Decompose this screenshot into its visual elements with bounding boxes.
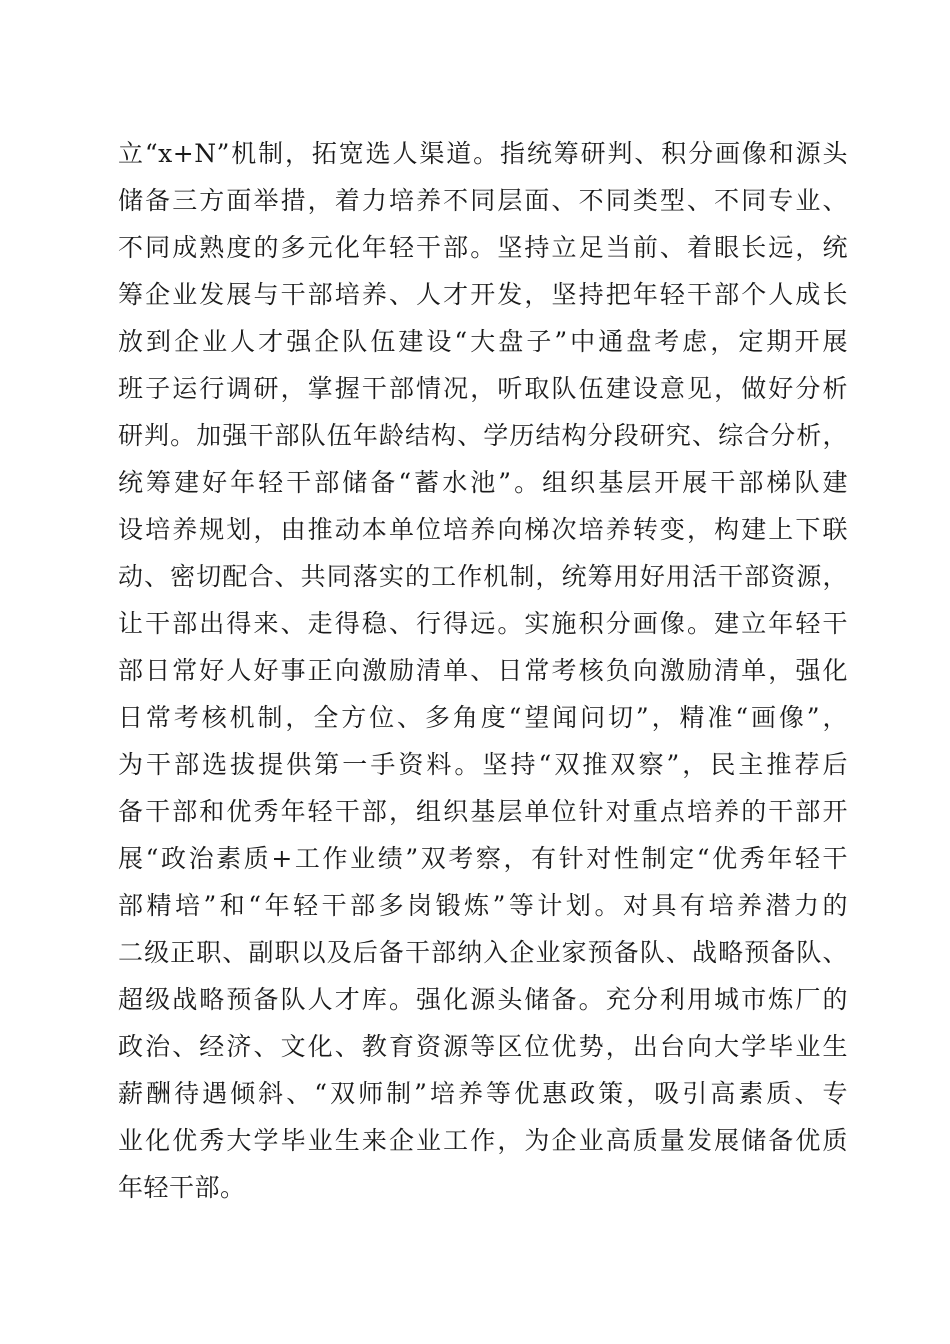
text-line-12: 部日常好人好事正向激励清单、日常考核负向激励清单，强化 (118, 656, 848, 685)
text-line-18: 二级正职、副职以及后备干部纳入企业家预备队、战略预备队、 (118, 938, 848, 967)
text-line-1: 立“x+N”机制，拓宽选人渠道。指统筹研判、积分画像和源头 (118, 139, 848, 168)
text-line-4: 筹企业发展与干部培养、人才开发，坚持把年轻干部个人成长 (118, 280, 848, 309)
text-line-21: 薪酬待遇倾斜、“双师制”培养等优惠政策，吸引高素质、专 (118, 1079, 848, 1108)
text-line-23: 年轻干部。 (118, 1173, 246, 1202)
text-line-10: 动、密切配合、共同落实的工作机制，统筹用好用活干部资源， (118, 562, 848, 591)
text-line-19: 超级战略预备队人才库。强化源头储备。充分利用城市炼厂的 (118, 985, 848, 1014)
text-line-7: 研判。加强干部队伍年龄结构、学历结构分段研究、综合分析， (118, 421, 848, 450)
text-line-17: 部精培”和“年轻干部多岗锻炼”等计划。对具有培养潜力的 (118, 891, 848, 920)
text-line-5: 放到企业人才强企队伍建设“大盘子”中通盘考虑，定期开展 (118, 327, 848, 356)
text-line-8: 统筹建好年轻干部储备“蓄水池”。组织基层开展干部梯队建 (118, 468, 848, 497)
body-paragraph (118, 130, 848, 1211)
text-line-6: 班子运行调研，掌握干部情况，听取队伍建设意见，做好分析 (118, 374, 848, 403)
text-line-16: 展“政治素质+工作业绩”双考察，有针对性制定“优秀年轻干 (118, 844, 848, 873)
text-line-9: 设培养规划，由推动本单位培养向梯次培养转变，构建上下联 (118, 515, 848, 544)
text-line-14: 为干部选拔提供第一手资料。坚持“双推双察”，民主推荐后 (118, 750, 848, 779)
text-line-15: 备干部和优秀年轻干部，组织基层单位针对重点培养的干部开 (118, 797, 848, 826)
text-line-22: 业化优秀大学毕业生来企业工作，为企业高质量发展储备优质 (118, 1126, 848, 1155)
text-line-13: 日常考核机制，全方位、多角度“望闻问切”，精准“画像”， (118, 703, 848, 732)
text-line-11: 让干部出得来、走得稳、行得远。实施积分画像。建立年轻干 (118, 609, 848, 638)
text-line-2: 储备三方面举措，着力培养不同层面、不同类型、不同专业、 (118, 186, 848, 215)
text-line-3: 不同成熟度的多元化年轻干部。坚持立足当前、着眼长远，统 (118, 233, 848, 262)
text-line-20: 政治、经济、文化、教育资源等区位优势，出台向大学毕业生 (118, 1032, 848, 1061)
